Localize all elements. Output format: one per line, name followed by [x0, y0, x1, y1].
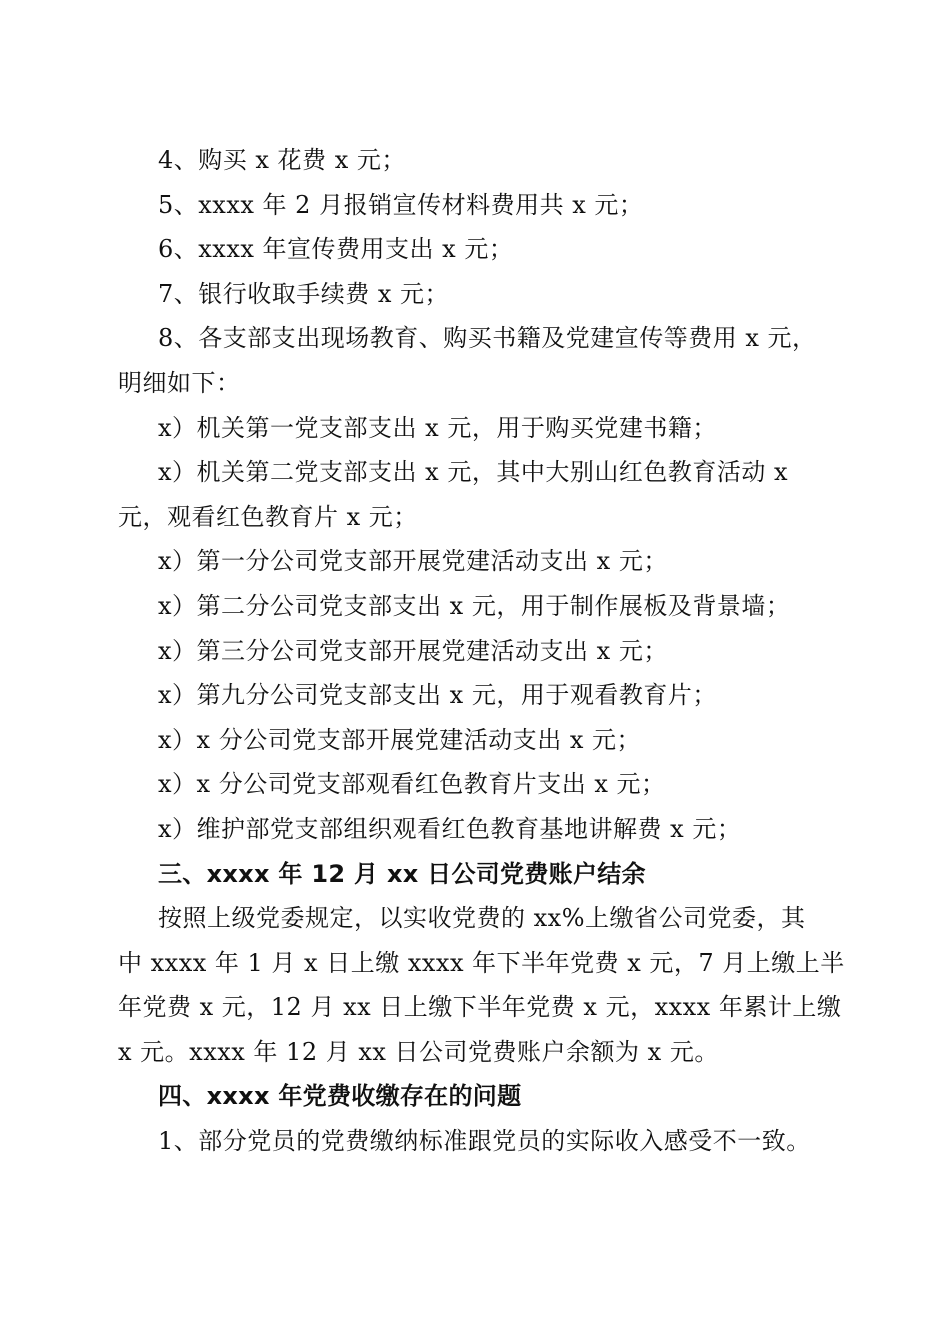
text-line: x）机关第一党支部支出 x 元，用于购买党建书籍； — [158, 413, 717, 442]
section-heading: 四、xxxx 年党费收缴存在的问题 — [158, 1082, 522, 1111]
text-line: x）x 分公司党支部开展党建活动支出 x 元； — [158, 725, 641, 754]
text-line: x）x 分公司党支部观看红色教育片支出 x 元； — [158, 770, 666, 799]
text-line: 5、xxxx 年 2 月报销宣传材料费用共 x 元； — [158, 190, 644, 219]
text-line: 6、xxxx 年宣传费用支出 x 元； — [158, 235, 514, 264]
text-line: 年党费 x 元，12 月 xx 日上缴下半年党费 x 元，xxxx 年累计上缴 — [118, 993, 842, 1022]
text-line: x）维护部党支部组织观看红色教育基地讲解费 x 元； — [158, 814, 742, 843]
text-line: 4、购买 x 花费 x 元； — [158, 146, 406, 174]
section-heading: 三、xxxx 年 12 月 xx 日公司党费账户结余 — [158, 859, 646, 888]
text-line: x 元。xxxx 年 12 月 xx 日公司党费账户余额为 x 元。 — [118, 1037, 719, 1066]
text-line: 7、银行收取手续费 x 元； — [158, 279, 450, 308]
text-line: 中 xxxx 年 1 月 x 日上缴 xxxx 年下半年党费 x 元，7 月上缴上半 — [118, 948, 845, 977]
document-body — [118, 138, 845, 1164]
text-line: x）机关第二党支部支出 x 元，其中大别山红色教育活动 x — [158, 458, 788, 487]
text-line: x）第三分公司党支部开展党建活动支出 x 元； — [158, 636, 668, 665]
text-line: x）第一分公司党支部开展党建活动支出 x 元； — [158, 547, 668, 576]
text-line: 1、部分党员的党费缴纳标准跟党员的实际收入感受不一致。 — [158, 1127, 811, 1156]
text-line: x）第九分公司党支部支出 x 元，用于观看教育片； — [158, 681, 717, 710]
text-line: 8、各支部支出现场教育、购买书籍及党建宣传等费用 x 元， — [158, 324, 817, 353]
text-line: 按照上级党委规定，以实收党费的 xx%上缴省公司党委，其 — [158, 904, 806, 933]
text-line: 元，观看红色教育片 x 元； — [118, 502, 418, 531]
text-line: x）第二分公司党支部支出 x 元，用于制作展板及背景墙； — [158, 591, 791, 620]
text-line: 明细如下： — [118, 368, 241, 397]
